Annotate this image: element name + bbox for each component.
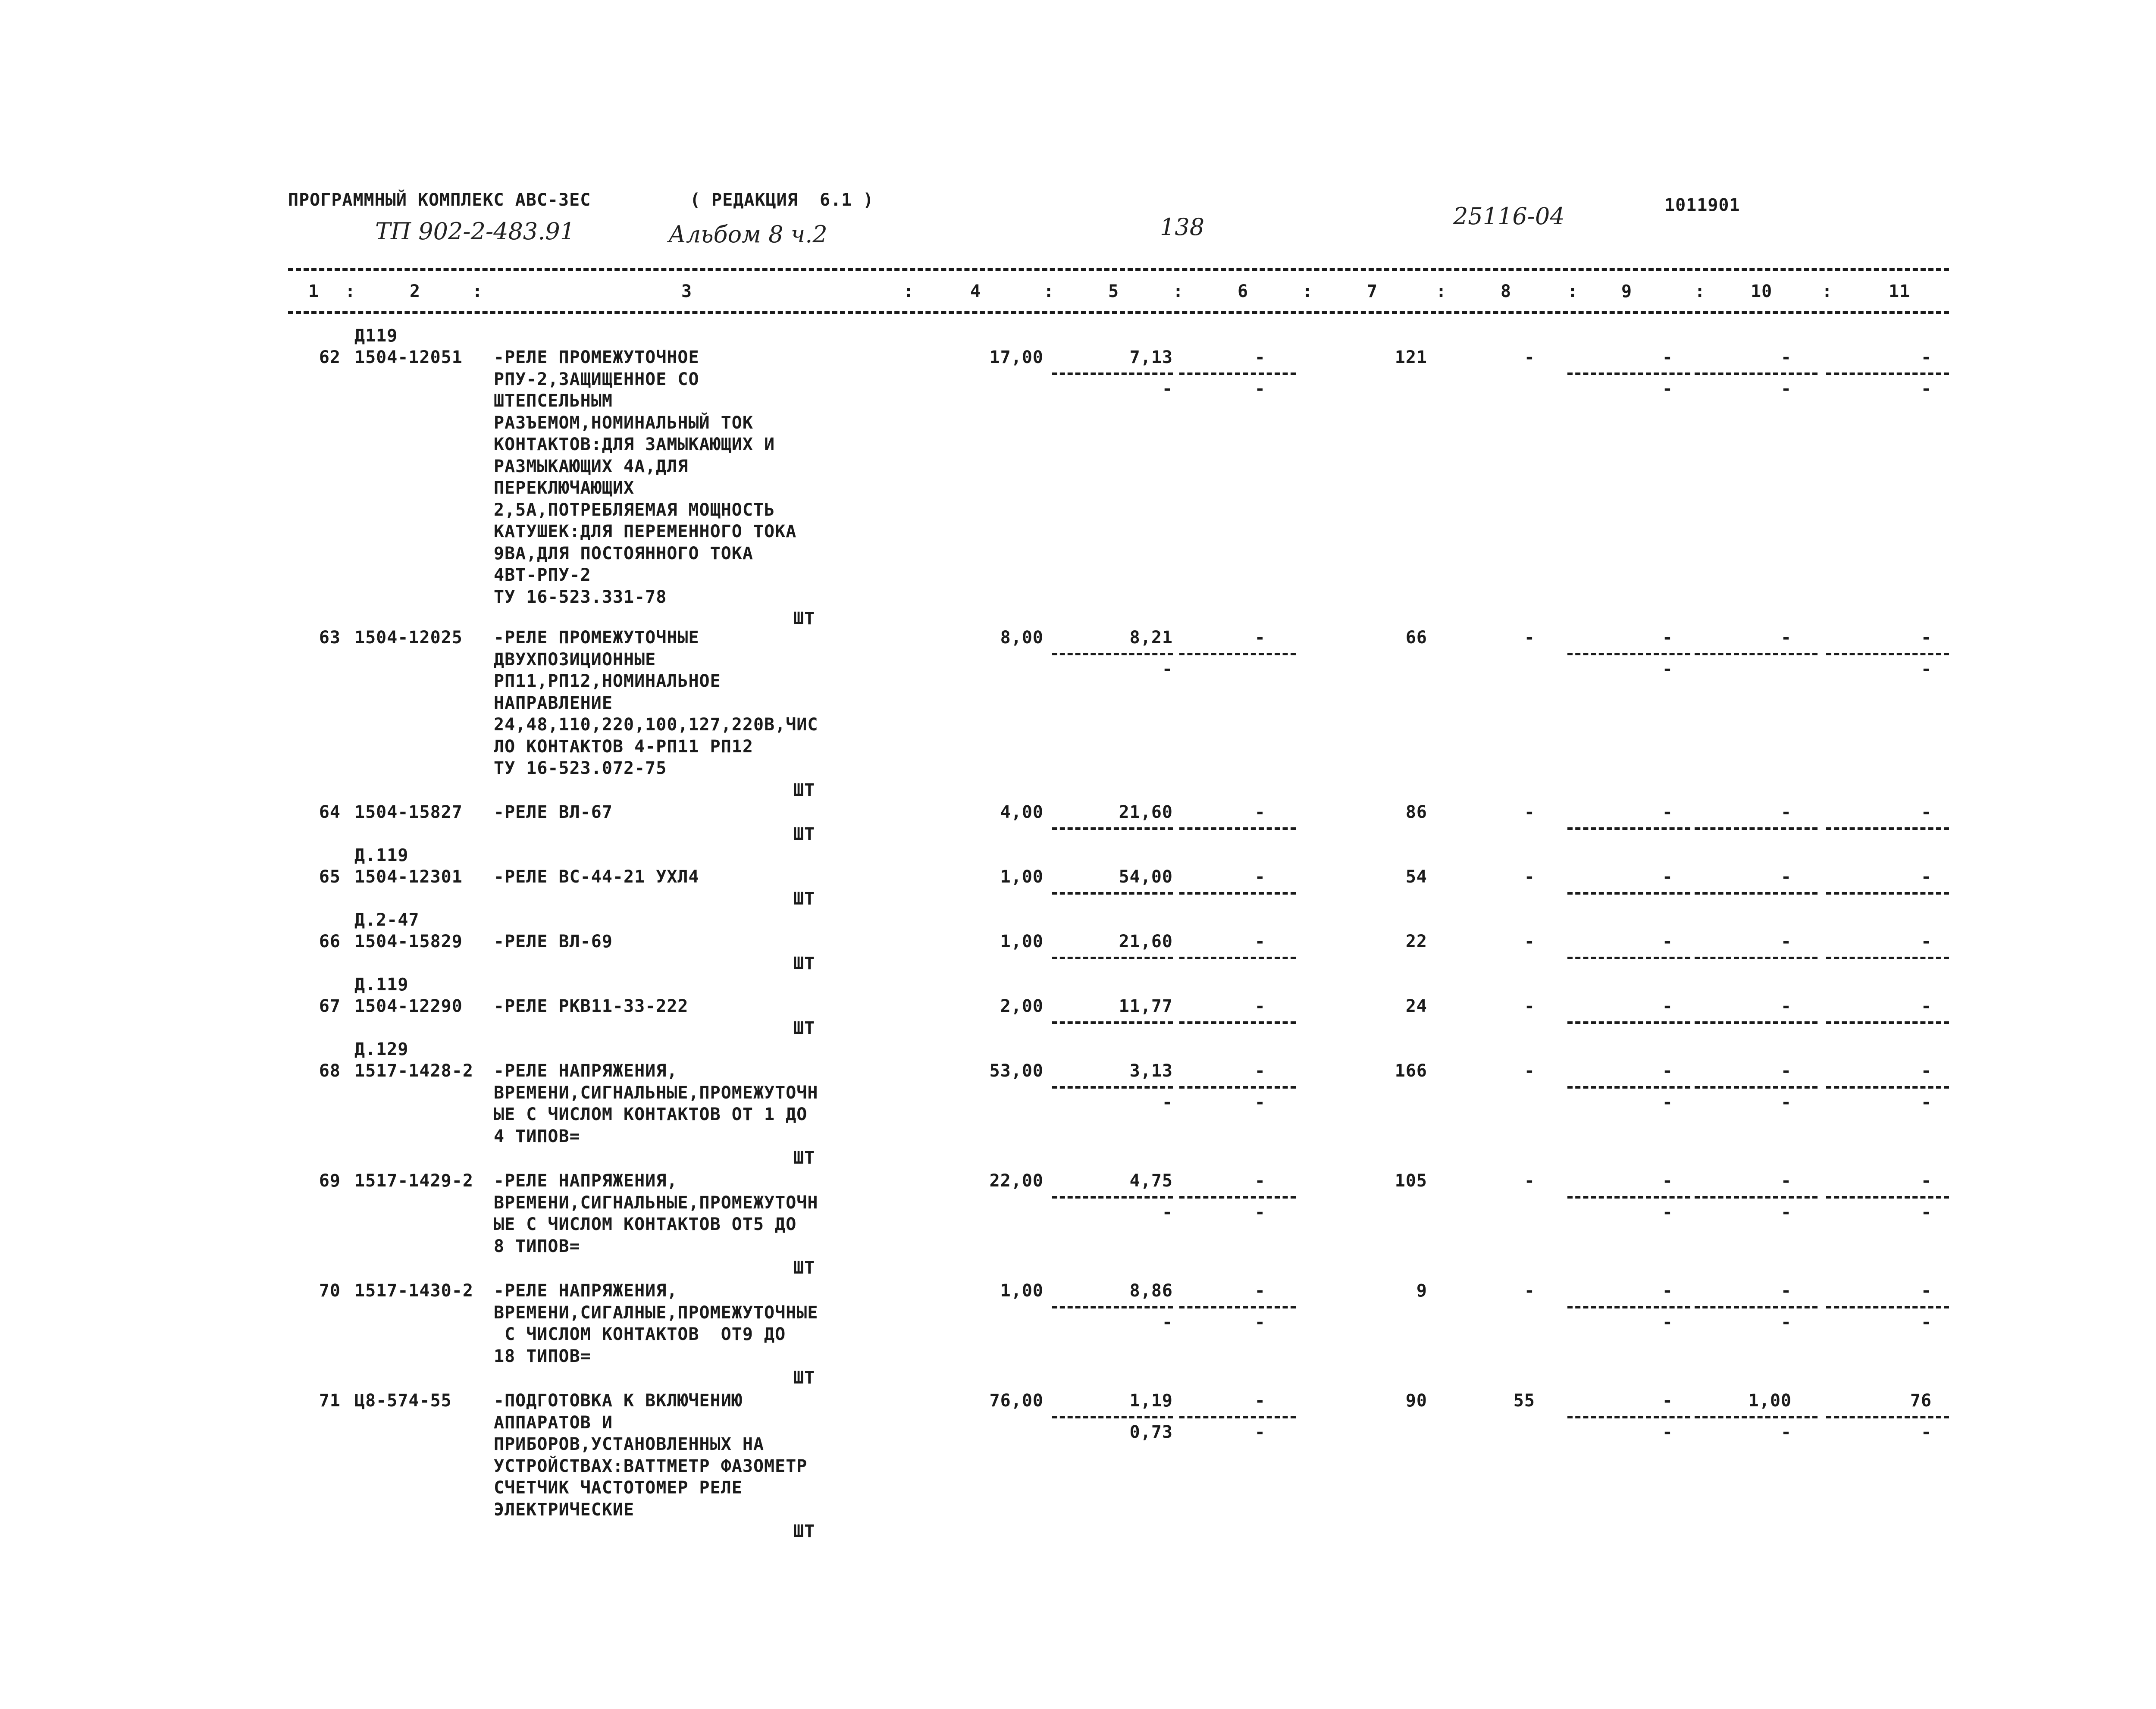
row-split-line	[1052, 1086, 1173, 1089]
row-col11: -	[1921, 1281, 1932, 1301]
column-separator: :	[1436, 282, 1447, 301]
row-number: 67	[319, 996, 341, 1016]
row-col6: -	[1254, 1061, 1266, 1081]
row-col5-lower: 0,73	[1129, 1422, 1173, 1442]
row-code: 1504-12025	[354, 628, 463, 648]
row-split-line	[1567, 1021, 1690, 1024]
row-col10: -	[1780, 802, 1792, 822]
row-split-line	[1179, 1086, 1296, 1089]
row-description-line: РАЗЪЕМОМ,НОМИНАЛЬНЫЙ ТОК	[494, 413, 753, 433]
row-number: 62	[319, 347, 341, 367]
row-col9-lower: -	[1662, 379, 1673, 399]
row-col6: -	[1254, 1391, 1266, 1411]
row-col11-lower: -	[1921, 1202, 1932, 1222]
row-description-line: ПЕРЕКЛЮЧАЮЩИХ	[494, 478, 635, 498]
row-col4: 1,00	[1000, 932, 1044, 952]
row-prefix-note: Д.119	[354, 974, 409, 995]
row-description-line: 8 ТИПОВ=	[494, 1236, 580, 1256]
row-split-line	[1567, 957, 1690, 959]
row-prefix-note: Д.2-47	[354, 910, 420, 930]
row-prefix-note: Д119	[354, 326, 398, 346]
column-header-7: 7	[1367, 282, 1378, 301]
row-split-line	[1567, 892, 1690, 895]
row-split-line	[1826, 1086, 1949, 1089]
row-col6: -	[1254, 628, 1266, 648]
column-separator: :	[1173, 282, 1184, 301]
row-split-line	[1567, 1306, 1690, 1308]
column-header-11: 11	[1889, 282, 1911, 301]
row-col10-lower: -	[1780, 1092, 1792, 1112]
row-split-line	[1695, 957, 1818, 959]
row-col8: -	[1524, 1061, 1535, 1081]
row-col7: 105	[1395, 1171, 1427, 1191]
column-header-2: 2	[410, 282, 421, 301]
row-number: 70	[319, 1281, 341, 1301]
row-description-line: -РЕЛЕ НАПРЯЖЕНИЯ,	[494, 1171, 678, 1191]
row-code: Ц8-574-55	[354, 1391, 452, 1411]
row-split-line	[1695, 653, 1818, 655]
row-col8: -	[1524, 996, 1535, 1016]
row-col5: 8,21	[1129, 628, 1173, 648]
row-col5-lower: -	[1162, 659, 1173, 679]
row-col6: -	[1254, 996, 1266, 1016]
row-split-line	[1052, 653, 1173, 655]
row-col9-lower: -	[1662, 1202, 1673, 1222]
row-col6-lower: -	[1254, 1202, 1266, 1222]
row-col4: 2,00	[1000, 996, 1044, 1016]
row-col7: 24	[1405, 996, 1427, 1016]
row-unit: ШТ	[793, 953, 815, 973]
row-description-line: -ПОДГОТОВКА К ВКЛЮЧЕНИЮ	[494, 1391, 743, 1411]
column-separator: :	[1044, 282, 1055, 301]
row-col11: -	[1921, 1061, 1932, 1081]
row-number: 69	[319, 1171, 341, 1191]
row-col10: -	[1780, 932, 1792, 952]
row-col5: 7,13	[1129, 347, 1173, 367]
row-description-line: ШТЕПСЕЛЬНЫМ	[494, 391, 613, 411]
row-col7: 86	[1405, 802, 1427, 822]
row-split-line	[1826, 1021, 1949, 1024]
row-number: 64	[319, 802, 341, 822]
row-col5-lower: -	[1162, 1312, 1173, 1332]
row-split-line	[1826, 827, 1949, 830]
row-col10: -	[1780, 347, 1792, 367]
row-code: 1504-12290	[354, 996, 463, 1016]
row-col8: 55	[1513, 1391, 1535, 1411]
column-header-10: 10	[1751, 282, 1773, 301]
row-description-line: 2,5А,ПОТРЕБЛЯЕМАЯ МОЩНОСТЬ	[494, 500, 775, 520]
row-col9: -	[1662, 1281, 1673, 1301]
row-unit: ШТ	[793, 824, 815, 844]
row-description-line: РПУ-2,ЗАЩИЩЕННОЕ СО	[494, 369, 699, 389]
row-split-line	[1695, 1196, 1818, 1199]
row-col10: -	[1780, 996, 1792, 1016]
row-col10: -	[1780, 628, 1792, 648]
handwritten-document-number: 25116-04	[1453, 203, 1565, 230]
row-col9: -	[1662, 867, 1673, 887]
row-description-line: -РЕЛЕ НАПРЯЖЕНИЯ,	[494, 1281, 678, 1301]
row-col6-lower: -	[1254, 1312, 1266, 1332]
row-col10: -	[1780, 1171, 1792, 1191]
row-col11: -	[1921, 867, 1932, 887]
row-col6-lower: -	[1254, 1092, 1266, 1112]
row-split-line	[1695, 372, 1818, 375]
row-description-line: НАПРАВЛЕНИЕ	[494, 693, 613, 713]
row-col11: -	[1921, 932, 1932, 952]
header-rule-top	[288, 268, 1949, 271]
row-col6: -	[1254, 347, 1266, 367]
row-split-line	[1052, 372, 1173, 375]
program-title: ПРОГРАММНЫЙ КОМПЛЕКС АВС-3ЕС	[288, 190, 591, 210]
row-col9: -	[1662, 628, 1673, 648]
row-col11: -	[1921, 347, 1932, 367]
row-code: 1504-15829	[354, 932, 463, 952]
row-col8: -	[1524, 628, 1535, 648]
row-description-line: -РЕЛЕ ПРОМЕЖУТОЧНОЕ	[494, 347, 699, 367]
row-col7: 121	[1395, 347, 1427, 367]
column-header-1: 1	[308, 282, 320, 301]
row-split-line	[1179, 827, 1296, 830]
row-col4: 1,00	[1000, 867, 1044, 887]
row-split-line	[1179, 1416, 1296, 1418]
row-split-line	[1826, 653, 1949, 655]
column-header-4: 4	[970, 282, 981, 301]
row-col7: 9	[1416, 1281, 1427, 1301]
row-col4: 4,00	[1000, 802, 1044, 822]
row-split-line	[1052, 1021, 1173, 1024]
row-col7: 22	[1405, 932, 1427, 952]
row-unit: ШТ	[793, 609, 815, 629]
row-col6: -	[1254, 802, 1266, 822]
row-description-line: 4ВТ-РПУ-2	[494, 565, 591, 585]
row-col11: 76	[1910, 1391, 1932, 1411]
row-col5: 1,19	[1129, 1391, 1173, 1411]
row-col5: 21,60	[1119, 932, 1173, 952]
row-col5-lower: -	[1162, 1202, 1173, 1222]
row-col5: 8,86	[1129, 1281, 1173, 1301]
row-col5: 11,77	[1119, 996, 1173, 1016]
row-split-line	[1179, 1021, 1296, 1024]
row-col8: -	[1524, 1171, 1535, 1191]
row-col4: 22,00	[989, 1171, 1044, 1191]
header-rule-bottom	[288, 311, 1949, 314]
row-col9: -	[1662, 932, 1673, 952]
row-split-line	[1826, 892, 1949, 895]
row-col4: 53,00	[989, 1061, 1044, 1081]
row-number: 68	[319, 1061, 341, 1081]
row-description-line: ТУ 16-523.072-75	[494, 758, 667, 778]
row-col6: -	[1254, 932, 1266, 952]
row-col8: -	[1524, 1281, 1535, 1301]
row-description-line: ДВУХПОЗИЦИОННЫЕ	[494, 649, 656, 670]
row-code: 1504-12301	[354, 867, 463, 887]
row-description-line: АППАРАТОВ И	[494, 1412, 613, 1433]
row-code: 1517-1429-2	[354, 1171, 473, 1191]
row-unit: ШТ	[793, 1148, 815, 1168]
handwritten-page-number: 138	[1160, 213, 1205, 241]
row-split-line	[1695, 1416, 1818, 1418]
row-col11-lower: -	[1921, 1092, 1932, 1112]
row-col5: 3,13	[1129, 1061, 1173, 1081]
row-split-line	[1695, 892, 1818, 895]
row-description-line: -РЕЛЕ РКВ11-33-222	[494, 996, 689, 1016]
row-description-line: ЫЕ С ЧИСЛОМ КОНТАКТОВ ОТ 1 ДО	[494, 1105, 808, 1124]
row-split-line	[1052, 957, 1173, 959]
edition: ( РЕДАКЦИЯ 6.1 )	[690, 190, 874, 210]
row-col6-lower: -	[1254, 379, 1266, 399]
row-col10-lower: -	[1780, 1202, 1792, 1222]
row-number: 66	[319, 932, 341, 952]
row-col10-lower: -	[1780, 379, 1792, 399]
column-separator: :	[1302, 282, 1313, 301]
row-description-line: ЭЛЕКТРИЧЕСКИЕ	[494, 1499, 635, 1520]
row-description-line: С ЧИСЛОМ КОНТАКТОВ ОТ9 ДО	[494, 1324, 786, 1344]
row-split-line	[1052, 1306, 1173, 1308]
handwritten-album: Альбом 8 ч.2	[668, 221, 827, 248]
row-description-line: 24,48,110,220,100,127,220В,ЧИС	[494, 715, 818, 735]
row-description-line: -РЕЛЕ НАПРЯЖЕНИЯ,	[494, 1061, 678, 1081]
row-col9-lower: -	[1662, 1092, 1673, 1112]
row-split-line	[1695, 1021, 1818, 1024]
row-description-line: 9ВА,ДЛЯ ПОСТОЯННОГО ТОКА	[494, 543, 753, 563]
row-col4: 1,00	[1000, 1281, 1044, 1301]
column-header-8: 8	[1501, 282, 1512, 301]
row-col10: -	[1780, 1281, 1792, 1301]
row-split-line	[1567, 372, 1690, 375]
row-col4: 17,00	[989, 347, 1044, 367]
row-description-line: ЛО КОНТАКТОВ 4-РП11 РП12	[494, 736, 753, 757]
column-separator: :	[1822, 282, 1833, 301]
row-description-line: СЧЕТЧИК ЧАСТОТОМЕР РЕЛЕ	[494, 1478, 743, 1498]
row-description-line: ВРЕМЕНИ,СИГНАЛЬНЫЕ,ПРОМЕЖУТОЧН	[494, 1193, 818, 1213]
row-col7: 66	[1405, 628, 1427, 648]
row-split-line	[1179, 653, 1296, 655]
row-split-line	[1179, 892, 1296, 895]
row-description-line: КАТУШЕК:ДЛЯ ПЕРЕМЕННОГО ТОКА	[494, 522, 797, 541]
row-col8: -	[1524, 802, 1535, 822]
row-split-line	[1695, 827, 1818, 830]
row-col7: 90	[1405, 1391, 1427, 1411]
row-prefix-note: Д.129	[354, 1039, 409, 1059]
row-col4: 76,00	[989, 1391, 1044, 1411]
row-description-line: -РЕЛЕ ВС-44-21 УХЛ4	[494, 867, 699, 887]
row-col10: -	[1780, 1061, 1792, 1081]
row-code: 1517-1428-2	[354, 1061, 473, 1081]
row-col11-lower: -	[1921, 659, 1932, 679]
row-code: 1517-1430-2	[354, 1281, 473, 1301]
row-col9: -	[1662, 1061, 1673, 1081]
row-split-line	[1179, 1306, 1296, 1308]
row-col10-lower: -	[1780, 1312, 1792, 1332]
row-description-line: РАЗМЫКАЮЩИХ 4А,ДЛЯ	[494, 456, 689, 476]
row-split-line	[1695, 1306, 1818, 1308]
row-col10: -	[1780, 867, 1792, 887]
row-split-line	[1052, 1196, 1173, 1199]
row-description-line: УСТРОЙСТВАХ:ВАТТМЕТР ФАЗОМЕТР	[494, 1456, 808, 1476]
row-col5: 54,00	[1119, 867, 1173, 887]
row-description-line: ПРИБОРОВ,УСТАНОВЛЕННЫХ НА	[494, 1434, 765, 1454]
row-col6: -	[1254, 867, 1266, 887]
row-col8: -	[1524, 932, 1535, 952]
row-col5-lower: -	[1162, 1092, 1173, 1112]
row-description-line: РП11,РП12,НОМИНАЛЬНОЕ	[494, 671, 721, 691]
row-description-line: 4 ТИПОВ=	[494, 1126, 580, 1146]
row-split-line	[1567, 653, 1690, 655]
column-header-5: 5	[1108, 282, 1119, 301]
row-col6: -	[1254, 1281, 1266, 1301]
column-separator: :	[1695, 282, 1706, 301]
row-unit: ШТ	[793, 780, 815, 800]
row-col10: 1,00	[1748, 1391, 1792, 1411]
row-col11-lower: -	[1921, 1422, 1932, 1442]
row-description-line: ТУ 16-523.331-78	[494, 587, 667, 607]
row-split-line	[1567, 1086, 1690, 1089]
row-split-line	[1567, 1196, 1690, 1199]
row-unit: ШТ	[793, 1258, 815, 1278]
row-col4: 8,00	[1000, 628, 1044, 648]
row-split-line	[1826, 1196, 1949, 1199]
row-description-line: ВРЕМЕНИ,СИГНАЛЬНЫЕ,ПРОМЕЖУТОЧН	[494, 1083, 818, 1103]
row-split-line	[1826, 372, 1949, 375]
row-col11-lower: -	[1921, 379, 1932, 399]
row-col7: 54	[1405, 867, 1427, 887]
row-split-line	[1826, 1416, 1949, 1418]
row-unit: ШТ	[793, 1368, 815, 1388]
row-col9: -	[1662, 1171, 1673, 1191]
row-split-line	[1052, 827, 1173, 830]
row-col11: -	[1921, 1171, 1932, 1191]
row-col9-lower: -	[1662, 1422, 1673, 1442]
row-description-line: ЫЕ С ЧИСЛОМ КОНТАКТОВ ОТ5 ДО	[494, 1214, 797, 1234]
row-split-line	[1826, 957, 1949, 959]
row-col9: -	[1662, 347, 1673, 367]
row-prefix-note: Д.119	[354, 845, 409, 865]
row-col9: -	[1662, 1391, 1673, 1411]
row-col9-lower: -	[1662, 1312, 1673, 1332]
row-col8: -	[1524, 867, 1535, 887]
row-col11-lower: -	[1921, 1312, 1932, 1332]
row-col11: -	[1921, 628, 1932, 648]
row-col6-lower: -	[1254, 1422, 1266, 1442]
row-number: 71	[319, 1391, 341, 1411]
row-split-line	[1567, 1416, 1690, 1418]
row-col9-lower: -	[1662, 659, 1673, 679]
row-description-line: -РЕЛЕ ПРОМЕЖУТОЧНЫЕ	[494, 628, 699, 648]
row-description-line: КОНТАКТОВ:ДЛЯ ЗАМЫКАЮЩИХ И	[494, 435, 775, 454]
row-col5: 4,75	[1129, 1171, 1173, 1191]
column-separator: :	[472, 282, 483, 301]
row-col6: -	[1254, 1171, 1266, 1191]
row-split-line	[1052, 1416, 1173, 1418]
row-number: 65	[319, 867, 341, 887]
column-header-6: 6	[1238, 282, 1249, 301]
row-description-line: 18 ТИПОВ=	[494, 1346, 591, 1366]
row-col9: -	[1662, 802, 1673, 822]
row-col5-lower: -	[1162, 379, 1173, 399]
row-unit: ШТ	[793, 1018, 815, 1038]
row-col8: -	[1524, 347, 1535, 367]
handwritten-project-number: ТП 902-2-483.91	[375, 218, 575, 245]
row-description-line: ВРЕМЕНИ,СИГАЛНЫЕ,ПРОМЕЖУТОЧНЫЕ	[494, 1302, 818, 1323]
row-split-line	[1567, 827, 1690, 830]
row-split-line	[1052, 892, 1173, 895]
row-description-line: -РЕЛЕ ВЛ-67	[494, 802, 613, 822]
row-number: 63	[319, 628, 341, 648]
row-col11: -	[1921, 802, 1932, 822]
row-code: 1504-12051	[354, 347, 463, 367]
column-header-3: 3	[681, 282, 693, 301]
row-col7: 166	[1395, 1061, 1427, 1081]
row-unit: ШТ	[793, 889, 815, 909]
row-description-line: -РЕЛЕ ВЛ-69	[494, 932, 613, 952]
row-split-line	[1179, 372, 1296, 375]
column-separator: :	[345, 282, 356, 301]
column-separator: :	[903, 282, 915, 301]
row-split-line	[1179, 1196, 1296, 1199]
row-col5: 21,60	[1119, 802, 1173, 822]
document-code: 1011901	[1664, 195, 1740, 215]
row-col9: -	[1662, 996, 1673, 1016]
row-code: 1504-15827	[354, 802, 463, 822]
row-col11: -	[1921, 996, 1932, 1016]
row-unit: ШТ	[793, 1521, 815, 1541]
row-col10-lower: -	[1780, 1422, 1792, 1442]
row-split-line	[1179, 957, 1296, 959]
row-split-line	[1826, 1306, 1949, 1308]
column-separator: :	[1567, 282, 1579, 301]
row-split-line	[1695, 1086, 1818, 1089]
column-header-9: 9	[1621, 282, 1633, 301]
